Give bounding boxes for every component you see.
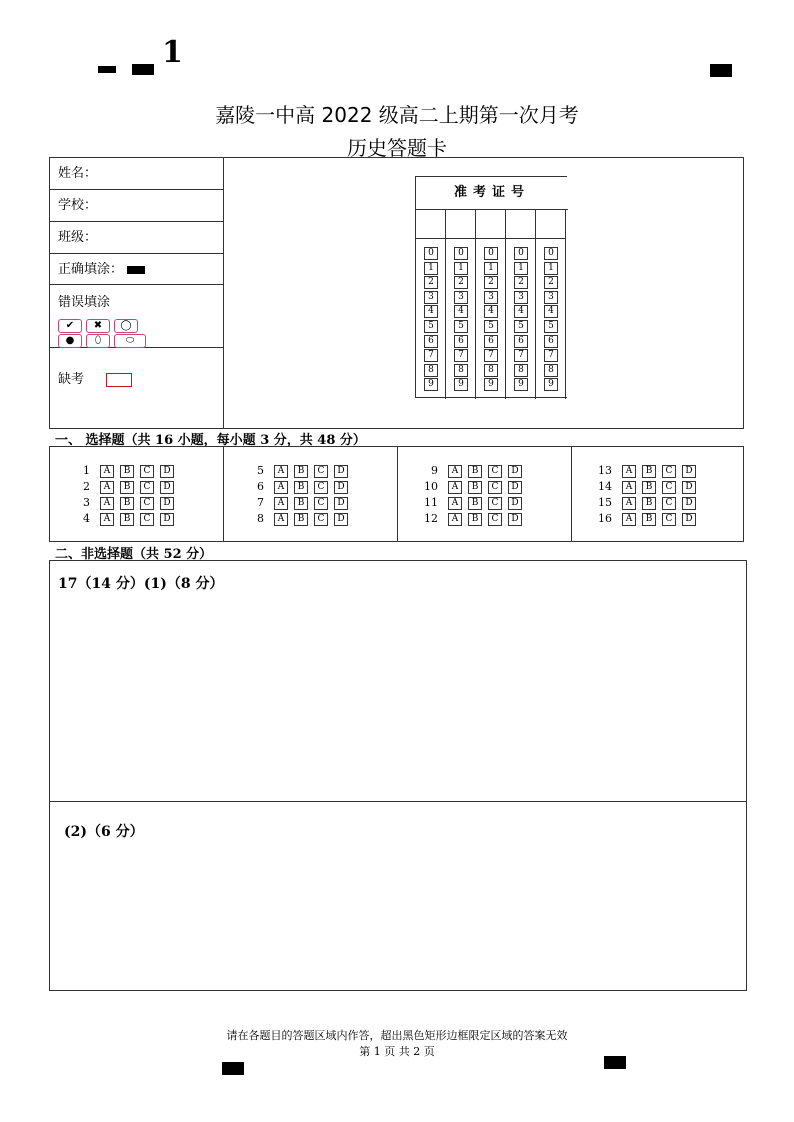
alignment-mark	[98, 66, 116, 73]
mc-question-row	[416, 512, 528, 527]
option-bubble[interactable]: A	[622, 513, 636, 526]
option-bubble[interactable]: D	[334, 513, 348, 526]
question-number: 16	[598, 512, 612, 525]
ticket-bubble[interactable]: 2	[544, 276, 558, 289]
ticket-bubble[interactable]: 5	[514, 320, 528, 333]
question-number: 3	[83, 496, 90, 509]
option-bubble[interactable]: D	[682, 481, 696, 494]
mc-question-row	[68, 496, 180, 511]
page-number: 1	[162, 35, 183, 70]
ticket-bubble[interactable]: 1	[424, 262, 438, 275]
ticket-bubble[interactable]: 4	[424, 305, 438, 318]
option-bubble[interactable]: A	[274, 513, 288, 526]
option-bubble[interactable]: C	[662, 465, 676, 478]
ticket-bubble[interactable]: 8	[514, 364, 528, 377]
ellipse-mark-icon: ⬭	[114, 334, 146, 348]
question-number: 8	[257, 512, 264, 525]
ticket-bubble[interactable]: 1	[514, 262, 528, 275]
ticket-bubble[interactable]: 2	[454, 276, 468, 289]
ticket-bubble[interactable]: 2	[514, 276, 528, 289]
ticket-bubble[interactable]: 1	[544, 262, 558, 275]
option-bubble[interactable]: A	[622, 481, 636, 494]
ticket-column	[416, 209, 446, 399]
name-label: 姓名：	[58, 166, 98, 181]
option-bubble[interactable]: B	[294, 497, 308, 510]
ticket-bubble[interactable]: 3	[544, 291, 558, 304]
candidate-fields	[50, 158, 224, 428]
option-bubble[interactable]: A	[274, 481, 288, 494]
question-number: 14	[598, 480, 612, 493]
option-bubble[interactable]: D	[334, 465, 348, 478]
option-bubble[interactable]: A	[100, 513, 114, 526]
ticket-bubble[interactable]: 7	[454, 349, 468, 362]
ticket-bubble[interactable]: 0	[484, 247, 498, 260]
option-bubble[interactable]: B	[642, 513, 656, 526]
correct-fill-label: 正确填涂：	[58, 262, 124, 277]
option-bubble[interactable]: B	[120, 465, 134, 478]
option-bubble[interactable]: C	[662, 497, 676, 510]
option-bubble[interactable]: A	[274, 465, 288, 478]
option-bubble[interactable]: B	[468, 481, 482, 494]
mc-question-row	[416, 464, 528, 479]
exam-subtitle: 历史答题卡	[347, 136, 447, 160]
ticket-bubble[interactable]: 8	[424, 364, 438, 377]
ticket-digit-entry[interactable]	[536, 209, 566, 239]
option-bubble[interactable]: C	[488, 497, 502, 510]
option-bubble[interactable]: C	[140, 481, 154, 494]
option-bubble[interactable]: C	[662, 513, 676, 526]
option-bubble[interactable]: C	[488, 513, 502, 526]
mc-question-row	[416, 480, 528, 495]
mc-question-row	[68, 464, 180, 479]
ticket-bubble[interactable]: 9	[514, 378, 528, 391]
option-bubble[interactable]: C	[488, 481, 502, 494]
ticket-bubble[interactable]: 9	[424, 378, 438, 391]
option-bubble[interactable]: D	[508, 465, 522, 478]
candidate-info-box	[49, 157, 744, 429]
option-bubble[interactable]: A	[448, 497, 462, 510]
ticket-bubble[interactable]: 6	[544, 335, 558, 348]
question-number: 7	[257, 496, 264, 509]
ticket-bubble[interactable]: 3	[424, 291, 438, 304]
option-bubble[interactable]: A	[622, 497, 636, 510]
option-bubble[interactable]: B	[120, 481, 134, 494]
ticket-bubble[interactable]: 7	[514, 349, 528, 362]
option-bubble[interactable]: D	[334, 481, 348, 494]
mc-column	[572, 447, 743, 541]
ticket-bubble[interactable]: 9	[484, 378, 498, 391]
option-bubble[interactable]: B	[468, 513, 482, 526]
wrong-fill-example	[50, 285, 224, 348]
dot-mark-icon: ●	[58, 334, 82, 348]
class-field[interactable]	[50, 222, 224, 254]
question-number: 2	[83, 480, 90, 493]
q17-part1-label: 17（14 分）(1)（8 分）	[58, 576, 224, 592]
question-number: 10	[424, 480, 438, 493]
ticket-column	[476, 209, 506, 399]
mc-question-row	[68, 480, 180, 495]
absent-checkbox[interactable]	[106, 373, 132, 387]
ticket-bubble[interactable]: 0	[514, 247, 528, 260]
question-number: 1	[83, 464, 90, 477]
ticket-digit-entry[interactable]	[446, 209, 476, 239]
alignment-mark	[132, 64, 154, 75]
q17-part2-label: (2)（6 分）	[64, 824, 144, 840]
admission-ticket-grid	[415, 176, 567, 398]
question-number: 12	[424, 512, 438, 525]
mc-question-row	[590, 480, 702, 495]
mc-question-row	[242, 512, 354, 527]
school-label: 学校：	[58, 198, 98, 213]
option-bubble[interactable]: B	[642, 481, 656, 494]
option-bubble[interactable]: C	[140, 513, 154, 526]
ticket-digit-entry[interactable]	[506, 209, 536, 239]
ticket-bubble[interactable]: 8	[454, 364, 468, 377]
answer-divider	[50, 801, 746, 802]
ticket-bubble[interactable]: 4	[514, 305, 528, 318]
option-bubble[interactable]: C	[314, 465, 328, 478]
option-bubble[interactable]: B	[120, 513, 134, 526]
correct-fill-example	[50, 254, 224, 285]
ticket-bubble[interactable]: 3	[454, 291, 468, 304]
alignment-mark	[222, 1062, 244, 1075]
ticket-bubble[interactable]: 5	[454, 320, 468, 333]
ticket-bubble[interactable]: 8	[544, 364, 558, 377]
option-bubble[interactable]: D	[334, 497, 348, 510]
ticket-bubble[interactable]: 7	[484, 349, 498, 362]
ticket-bubble[interactable]: 5	[424, 320, 438, 333]
ticket-bubble[interactable]: 7	[544, 349, 558, 362]
circle-mark-icon: ◯	[114, 319, 138, 333]
option-bubble[interactable]: B	[294, 513, 308, 526]
option-bubble[interactable]: B	[642, 465, 656, 478]
option-bubble[interactable]: A	[622, 465, 636, 478]
school-field[interactable]	[50, 190, 224, 222]
option-bubble[interactable]: B	[294, 465, 308, 478]
ticket-bubble[interactable]: 0	[544, 247, 558, 260]
mc-question-row	[416, 496, 528, 511]
answer-area-q17[interactable]	[49, 560, 747, 991]
absent-label: 缺考	[58, 372, 85, 387]
ticket-bubble[interactable]: 3	[514, 291, 528, 304]
mc-question-row	[68, 512, 180, 527]
question-number: 4	[83, 512, 90, 525]
question-number: 11	[424, 496, 438, 509]
option-bubble[interactable]: A	[274, 497, 288, 510]
oval-mark-icon: ⬯	[86, 334, 110, 348]
alignment-mark	[604, 1056, 626, 1069]
mc-question-row	[242, 464, 354, 479]
ticket-bubble[interactable]: 6	[514, 335, 528, 348]
mc-column	[224, 447, 398, 541]
option-bubble[interactable]: D	[682, 513, 696, 526]
question-number: 6	[257, 480, 264, 493]
mc-question-row	[242, 480, 354, 495]
option-bubble[interactable]: D	[160, 497, 174, 510]
option-bubble[interactable]: D	[508, 497, 522, 510]
option-bubble[interactable]: C	[140, 497, 154, 510]
multiple-choice-box	[49, 446, 744, 542]
option-bubble[interactable]: A	[100, 481, 114, 494]
option-bubble[interactable]: B	[120, 497, 134, 510]
ticket-bubble[interactable]: 1	[454, 262, 468, 275]
mc-column	[50, 447, 224, 541]
ticket-bubble[interactable]: 9	[544, 378, 558, 391]
mc-question-row	[590, 496, 702, 511]
option-bubble[interactable]: D	[160, 465, 174, 478]
option-bubble[interactable]: A	[448, 481, 462, 494]
option-bubble[interactable]: D	[160, 481, 174, 494]
class-label: 班级：	[58, 230, 98, 245]
ticket-bubble[interactable]: 6	[424, 335, 438, 348]
ticket-bubble[interactable]: 5	[544, 320, 558, 333]
ticket-bubble[interactable]: 0	[454, 247, 468, 260]
footer-notice: 请在各题目的答题区域内作答，超出黑色矩形边框限定区域的答案无效	[226, 1029, 568, 1042]
footer-page-info: 第 1 页 共 2 页	[359, 1045, 435, 1058]
question-number: 13	[598, 464, 612, 477]
ticket-bubble[interactable]: 6	[484, 335, 498, 348]
ticket-bubble[interactable]: 9	[454, 378, 468, 391]
ticket-column	[506, 209, 536, 399]
mc-column	[398, 447, 572, 541]
ticket-bubble[interactable]: 7	[424, 349, 438, 362]
ticket-title: 准考证号	[416, 177, 568, 210]
ticket-bubble[interactable]: 1	[484, 262, 498, 275]
alignment-mark	[710, 64, 732, 77]
ticket-bubble[interactable]: 2	[424, 276, 438, 289]
ticket-column	[536, 209, 566, 399]
question-number: 9	[431, 464, 438, 477]
option-bubble[interactable]: D	[160, 513, 174, 526]
question-number: 15	[598, 496, 612, 509]
exam-title: 嘉陵一中高 2022 级高二上期第一次月考	[215, 103, 579, 127]
option-bubble[interactable]: A	[100, 497, 114, 510]
option-bubble[interactable]: A	[448, 465, 462, 478]
ticket-bubble[interactable]: 5	[484, 320, 498, 333]
ticket-column	[446, 209, 476, 399]
option-bubble[interactable]: A	[448, 513, 462, 526]
option-bubble[interactable]: C	[140, 465, 154, 478]
ticket-bubble[interactable]: 8	[484, 364, 498, 377]
option-bubble[interactable]: C	[314, 497, 328, 510]
option-bubble[interactable]: D	[682, 497, 696, 510]
ticket-bubble[interactable]: 4	[484, 305, 498, 318]
ticket-bubble[interactable]: 3	[484, 291, 498, 304]
option-bubble[interactable]: C	[314, 513, 328, 526]
option-bubble[interactable]: D	[508, 481, 522, 494]
option-bubble[interactable]: B	[468, 497, 482, 510]
option-bubble[interactable]: A	[100, 465, 114, 478]
option-bubble[interactable]: B	[468, 465, 482, 478]
cross-mark-icon: ✖	[86, 319, 110, 333]
wrong-fill-label: 错误填涂	[58, 295, 111, 310]
ticket-bubble[interactable]: 6	[454, 335, 468, 348]
ticket-digit-entry[interactable]	[416, 209, 446, 239]
ticket-digit-entry[interactable]	[476, 209, 506, 239]
name-field[interactable]	[50, 158, 224, 190]
ticket-bubble[interactable]: 4	[544, 305, 558, 318]
ticket-bubble[interactable]: 4	[454, 305, 468, 318]
mc-question-row	[590, 464, 702, 479]
option-bubble[interactable]: B	[642, 497, 656, 510]
option-bubble[interactable]: D	[682, 465, 696, 478]
option-bubble[interactable]: D	[508, 513, 522, 526]
question-number: 5	[257, 464, 264, 477]
check-mark-icon: ✔	[58, 319, 82, 333]
mc-question-row	[242, 496, 354, 511]
option-bubble[interactable]: C	[314, 481, 328, 494]
section1-heading: 一、 选择题（共 16 小题，每小题 3 分，共 48 分）	[55, 433, 366, 448]
ticket-bubble[interactable]: 2	[484, 276, 498, 289]
mc-question-row	[590, 512, 702, 527]
option-bubble[interactable]: C	[488, 465, 502, 478]
option-bubble[interactable]: C	[662, 481, 676, 494]
section2-heading: 二、非选择题（共 52 分）	[55, 547, 213, 562]
filled-mark-icon	[127, 266, 145, 274]
option-bubble[interactable]: B	[294, 481, 308, 494]
ticket-bubble[interactable]: 0	[424, 247, 438, 260]
absent-field	[50, 348, 224, 428]
